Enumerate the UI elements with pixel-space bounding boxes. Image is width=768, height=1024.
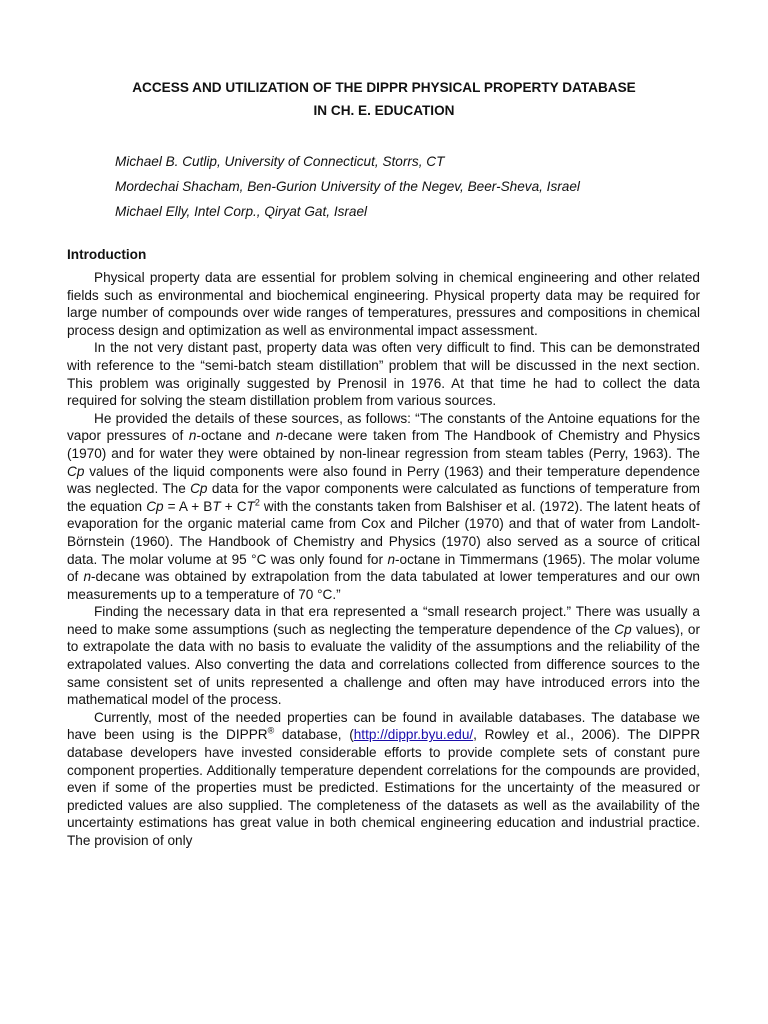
italic-n: n (387, 551, 395, 567)
text-run: database, ( (274, 727, 354, 743)
paragraph-2: In the not very distant past, property data was often very difficult to find. This can be demonstrated with reference to the “semi-batch steam distillation” problem that will be discussed in the next section. This problem was originally suggested by Prenosil in 1976. At that time he had to collect the data required for solving the steam distillation problem from various sources. (67, 340, 700, 409)
paragraph-5 (67, 709, 700, 850)
text-run: data for the vapor components were calculated as functions of temperature from the equation (67, 481, 701, 514)
text-run: values), or to extrapolate the data with no basis to evaluate the validity of the assumptions and the reliability of the extrapolated values. Also converting the data and correlations collected from difference sources to the same consistent set of units represented a challenge and often may have introduced errors into the mathematical model of the process. (67, 621, 700, 708)
author-3: Michael Elly, Intel Corp., Qiryat Gat, Israel (115, 204, 368, 219)
text-run: -octane in Timmermans (1965). The molar volume of (67, 551, 700, 585)
italic-n: n (188, 428, 197, 444)
paragraph-3 (67, 410, 700, 604)
text-run: -decane was obtained by extrapolation from the data tabulated at lower temperatures and our own measurements up to a temperature of 70 °C.” (67, 569, 700, 602)
title-line-2: IN CH. E. EDUCATION (313, 103, 455, 118)
italic-n: n (83, 569, 92, 585)
text-run: -decane were taken from The Handbook of Chemistry and Physics (1970) and for water they were obtained by non-linear regression from steam tables (Perry, 1963). The (67, 428, 700, 461)
section-heading: Introduction (67, 247, 147, 262)
text-run: = A + B (163, 498, 213, 514)
text-run: He provided the details of these sources, as follows: “The constants of the Antoine equations for the vapor pressures of (67, 410, 700, 444)
author-list (115, 149, 580, 224)
italic-cp: Cp (146, 498, 164, 514)
text-run: with the constants taken from Balshiser et al. (1972). The latent heats of evaporation for the organic material came from Cox and Pilcher (1970) and that of water from Landolt-Börnstein (1960). The Handbook of Chemistry and Physics (1970) also served as a source of critical data. The molar volume at 95 °C was only found for (67, 498, 701, 567)
text-run: , Rowley et al., 2006). The DIPPR database developers have invested considerable efforts to provide complete sets of constant pure component properties. Additionally temperature dependent correlations for the compounds are provided, even if some of the properties must be predicted. Estimations for the uncertainty of the measured or predicted values are also supplied. The completeness of the datasets as well as the availability of the uncertainty estimations has great value in both chemical engineering education and industrial practice. The provision of only (67, 727, 701, 848)
text-run: + C (220, 498, 247, 514)
paper-title (0, 76, 768, 122)
italic-cp: Cp (614, 621, 632, 637)
italic-t: T (246, 498, 255, 514)
text-run: values of the liquid components were also found in Perry (1963) and their temperature dependence was neglected. The (67, 463, 700, 497)
superscript: 2 (254, 497, 260, 508)
text-run: -octane and (196, 428, 276, 444)
italic-cp: Cp (67, 463, 85, 479)
text-run: Finding the necessary data in that era represented a “small research project.” There was usually a need to make some assumptions (such as neglecting the temperature dependence of the (67, 604, 700, 637)
italic-t: T (212, 498, 221, 514)
author-2: Mordechai Shacham, Ben-Gurion University of the Negev, Beer-Sheva, Israel (115, 179, 580, 194)
italic-cp: Cp (190, 481, 208, 497)
body-text (67, 269, 700, 850)
paragraph-4 (67, 603, 700, 709)
registered-mark: ® (267, 725, 275, 736)
paragraph-1: Physical property data are essential for problem solving in chemical engineering and other related fields such as environmental and biochemical engineering. Physical property data may be required for large number of compounds over wide ranges of temperatures, pressures and compositions in chemical process design and optimization as well as environmental impact assessment. (67, 270, 700, 338)
dippr-link[interactable]: http://dippr.byu.edu/ (353, 727, 474, 743)
title-line-1: ACCESS AND UTILIZATION OF THE DIPPR PHYSICAL PROPERTY DATABASE (132, 80, 636, 95)
italic-n: n (275, 428, 284, 444)
text-run: Currently, most of the needed properties can be found in available databases. The database we have been using is the DIPPR (67, 709, 700, 743)
author-1: Michael B. Cutlip, University of Connecticut, Storrs, CT (115, 154, 445, 169)
